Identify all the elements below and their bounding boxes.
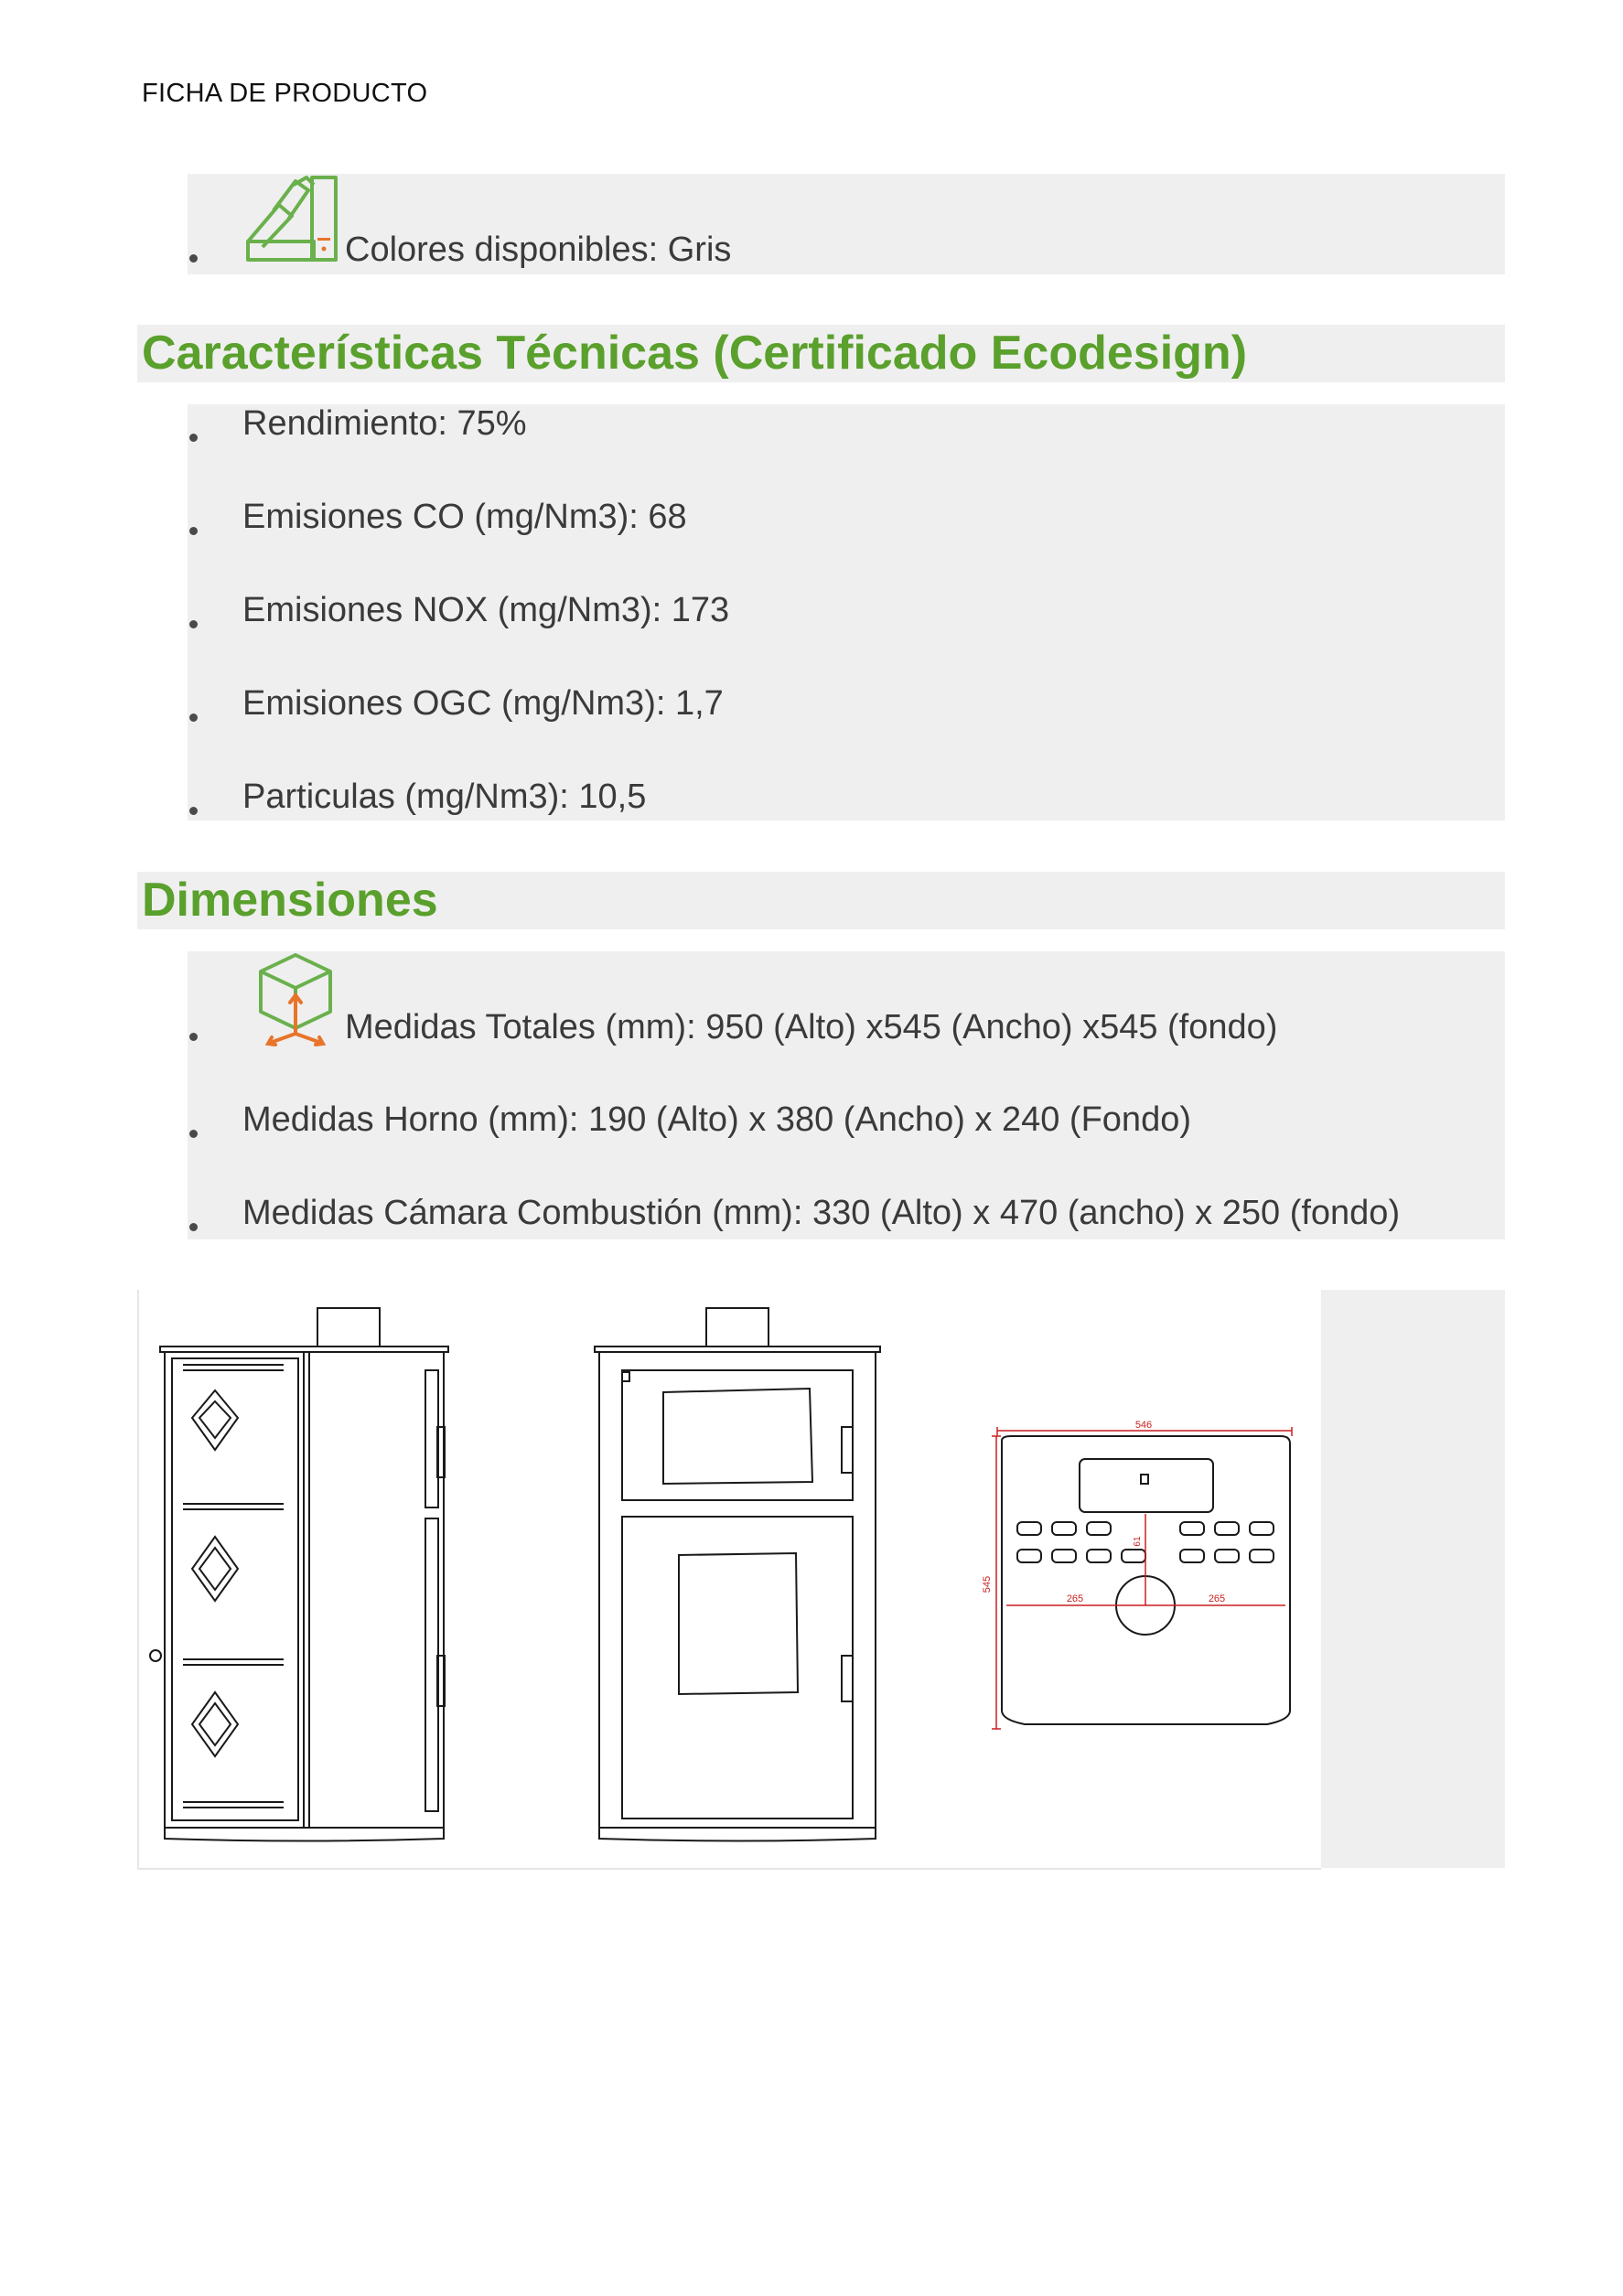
dims-heading: Dimensiones (142, 874, 438, 927)
bullet (189, 620, 198, 628)
dim-side-height: 545 (982, 1575, 993, 1593)
tech-item-particulas: Particulas (mg/Nm3): 10,5 (242, 778, 647, 816)
page-header: FICHA DE PRODUCTO (142, 79, 428, 108)
dim-right-offset: 265 (1208, 1593, 1226, 1604)
dim-center-mark: 61 (1133, 1536, 1143, 1547)
dims-item-horno: Medidas Horno (mm): 190 (Alto) x 380 (Ancho) x 240 (Fondo) (242, 1100, 1191, 1139)
drawing-right-band (1319, 1290, 1505, 1868)
dim-top-width: 546 (1134, 1420, 1153, 1431)
tech-item-rendimiento: Rendimiento: 75% (242, 404, 527, 443)
stove-technical-drawing (137, 1290, 1319, 1868)
bullet (189, 1130, 198, 1138)
stove-side-view (150, 1308, 448, 1841)
dims-item-camara: Medidas Cámara Combustión (mm): 330 (Alto) x 470 (ancho) x 250 (fondo) (242, 1194, 1401, 1232)
cube-dimensions-icon (252, 951, 339, 1046)
bullet (189, 254, 198, 263)
bullet (189, 713, 198, 722)
bullet (189, 434, 198, 442)
bullet (189, 1033, 198, 1041)
bullet (189, 1223, 198, 1231)
stove-front-view (595, 1308, 880, 1841)
bullet (189, 527, 198, 535)
list-item (188, 951, 1505, 1052)
tech-heading: Características Técnicas (Certificado Ecodesign) (142, 327, 1248, 380)
tech-item-ogc: Emisiones OGC (mg/Nm3): 1,7 (242, 684, 724, 723)
tech-item-co: Emisiones CO (mg/Nm3): 68 (242, 498, 687, 536)
dims-item-totales: Medidas Totales (mm): 950 (Alto) x545 (Ancho) x545 (fondo) (345, 1008, 1278, 1046)
dims-list (188, 951, 1505, 1239)
colors-list-item (188, 174, 1505, 274)
dim-left-offset: 265 (1066, 1593, 1084, 1604)
dimension-lines (992, 1427, 1292, 1729)
bullet (189, 807, 198, 815)
colors-text: Colores disponibles: Gris (345, 231, 732, 269)
palette-icon (242, 174, 345, 269)
tech-item-nox: Emisiones NOX (mg/Nm3): 173 (242, 591, 730, 629)
